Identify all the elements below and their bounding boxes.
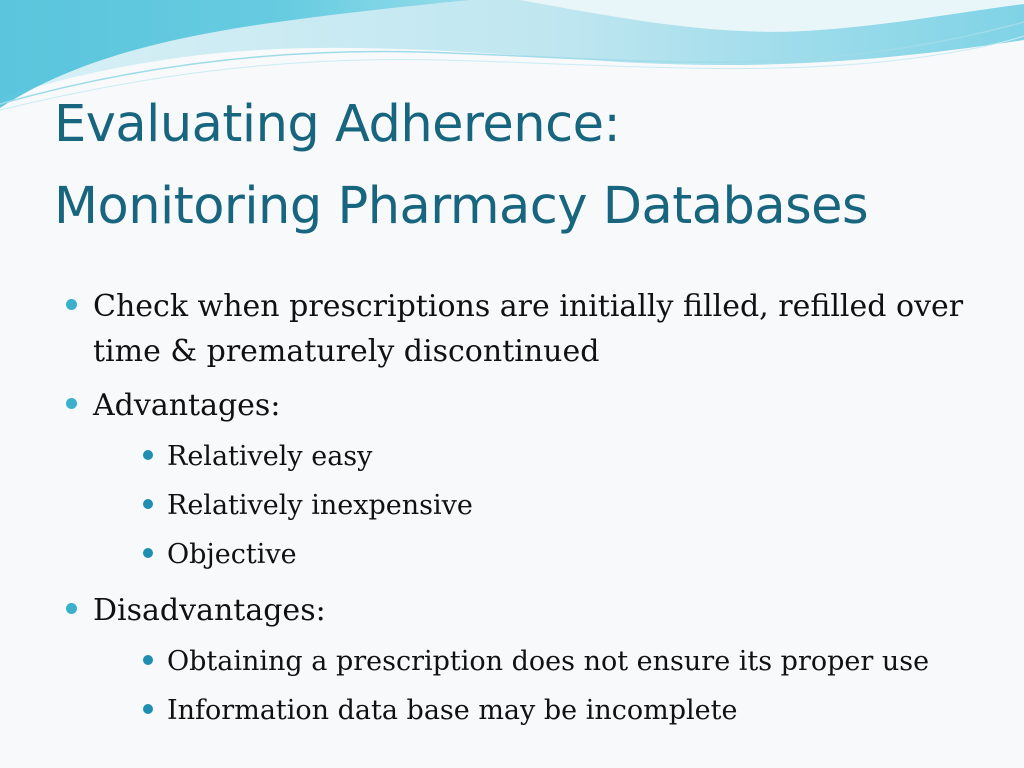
sub-bullet-text: Relatively easy: [167, 441, 373, 472]
sub-bullet-text: Obtaining a prescription does not ensure its proper use: [167, 646, 930, 677]
bullet-item-advantages: [60, 383, 980, 579]
sub-bullet-item: [93, 530, 980, 579]
bullet-item-disadvantages: [60, 588, 980, 735]
bullet-text: Disadvantages:: [93, 593, 326, 628]
bullet-icon: [66, 398, 77, 409]
sub-bullet-item: [93, 432, 980, 481]
sub-bullet-text: Relatively inexpensive: [167, 490, 473, 521]
bullet-icon: [66, 299, 77, 310]
slide-title-line-1: Evaluating Adherence:: [54, 95, 621, 154]
sub-bullet-icon: [143, 548, 153, 558]
sub-bullet-item: [93, 481, 980, 530]
sub-bullet-list: [93, 432, 980, 579]
sub-bullet-icon: [143, 450, 153, 460]
sub-bullet-item: [93, 686, 980, 735]
sub-bullet-icon: [143, 499, 153, 509]
sub-bullet-text: Objective: [167, 539, 297, 570]
sub-bullet-list: [93, 637, 980, 735]
sub-bullet-text: Information data base may be incomplete: [167, 695, 738, 726]
bullet-text: Check when prescriptions are initially filled, refilled over time & prematurely discontinued: [93, 289, 964, 369]
sub-bullet-item: [93, 637, 980, 686]
sub-bullet-icon: [143, 655, 153, 665]
slide-title: [54, 84, 1004, 248]
sub-bullet-icon: [143, 704, 153, 714]
slide-title-line-2: Monitoring Pharmacy Databases: [54, 177, 869, 236]
bullet-item: [60, 284, 980, 374]
bullet-text: Advantages:: [93, 388, 281, 423]
bullet-icon: [66, 603, 77, 614]
bullet-list: [60, 284, 980, 744]
